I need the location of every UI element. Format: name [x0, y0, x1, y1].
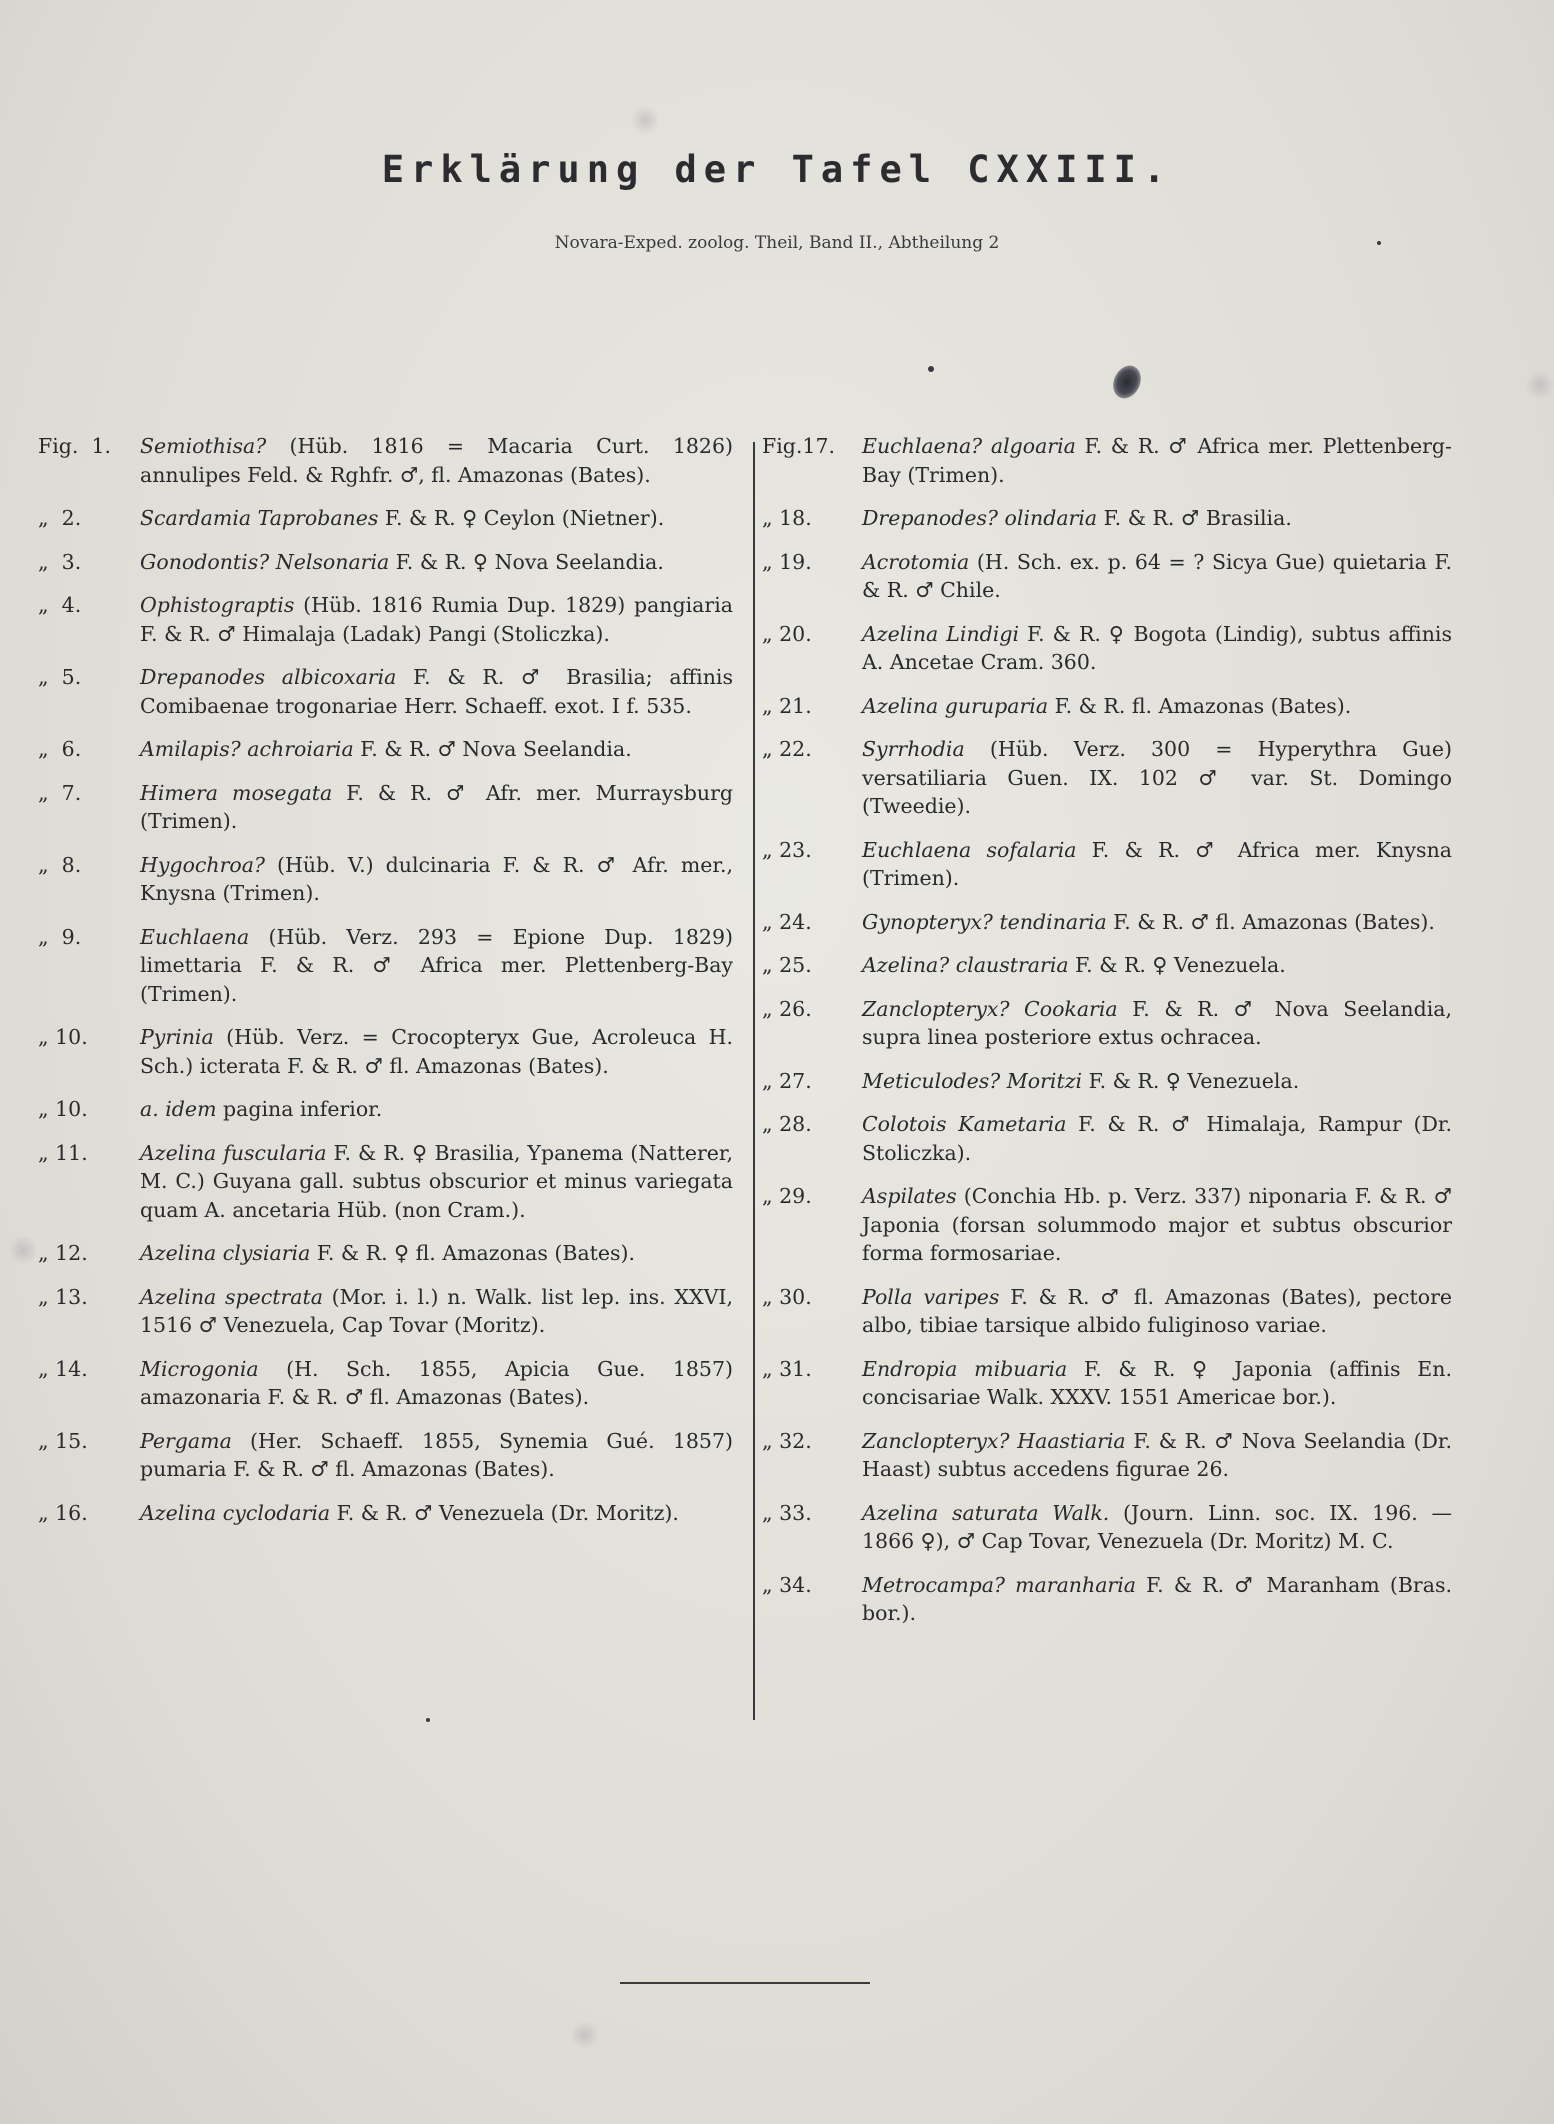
figure-description	[140, 1355, 733, 1412]
species-name: Meticulodes? Moritzi	[862, 1068, 1083, 1093]
figure-description	[140, 591, 733, 648]
species-name: Zanclopteryx? Haastiaria	[862, 1428, 1126, 1453]
figure-entry	[38, 432, 733, 489]
species-details: F. & R. ♂ Africa mer. Plettenberg-Bay (Trimen).	[862, 434, 1452, 487]
species-name: Azelina saturata Walk.	[862, 1500, 1110, 1525]
species-details: F. & R. ♂ fl. Amazonas (Bates), pectore albo, tibiae tarsique albido fuliginoso variae.	[862, 1284, 1452, 1337]
figure-entry	[38, 779, 733, 836]
figure-description	[862, 1571, 1452, 1628]
figure-description	[140, 663, 733, 720]
figure-description	[862, 1067, 1452, 1096]
species-name: Drepanodes? olindaria	[862, 506, 1098, 530]
figure-number: „ 9.	[38, 924, 82, 949]
figure-description	[862, 1110, 1452, 1167]
figure-number: „ 2.	[38, 506, 82, 530]
species-details: F. & R. ♀ Venezuela.	[1082, 1068, 1300, 1093]
figure-number: „ 21.	[762, 693, 812, 718]
figure-entry	[762, 620, 1452, 677]
figure-number: „ 27.	[762, 1068, 812, 1093]
figure-entry	[762, 1499, 1452, 1556]
left-column	[38, 432, 733, 1542]
species-details: F. & R. ♂ Himalaja, Rampur (Dr. Stoliczka).	[862, 1112, 1452, 1165]
figure-description	[140, 504, 733, 533]
figure-entry	[38, 1023, 733, 1080]
figure-description	[862, 1283, 1452, 1340]
paper-stain	[1525, 370, 1554, 400]
figure-entry	[762, 548, 1452, 605]
species-name: Microgonia	[140, 1356, 259, 1381]
figure-entry	[38, 1355, 733, 1412]
figure-entry	[38, 591, 733, 648]
figure-number: „ 30.	[762, 1284, 812, 1309]
species-name: Amilapis? achroiaria	[140, 737, 354, 761]
figure-description	[862, 1182, 1452, 1268]
speck	[426, 1718, 430, 1722]
figure-number: „ 34.	[762, 1572, 812, 1597]
species-name: Colotois Kametaria	[862, 1112, 1067, 1136]
species-details: (Her. Schaeff. 1855, Synemia Gué. 1857) pumaria F. & R. ♂ fl. Amazonas (Bates).	[140, 1428, 733, 1481]
species-name: Ophistograptis	[140, 593, 295, 617]
figure-description	[140, 1095, 733, 1124]
paper-stain	[570, 2020, 600, 2050]
figure-number: „ 25.	[762, 953, 812, 977]
figure-description	[862, 620, 1452, 677]
species-name: Azelina Lindigi	[862, 621, 1020, 646]
figure-number: „ 4.	[38, 593, 82, 617]
figure-entry	[38, 1283, 733, 1340]
figure-entry	[762, 692, 1452, 721]
figure-description	[140, 1427, 733, 1484]
figure-number: „ 5.	[38, 665, 82, 689]
figure-entry	[762, 1427, 1452, 1484]
species-details: (Hüb. Verz. 300 = Hyperythra Gue) versatiliaria Guen. IX. 102 ♂ var. St. Domingo (Tweedie).	[862, 737, 1452, 818]
figure-number: „ 19.	[762, 549, 812, 574]
figure-description	[140, 923, 733, 1009]
species-name: Syrrhodia	[862, 737, 965, 761]
figure-number: „ 28.	[762, 1112, 812, 1136]
species-details: F. & R. ♂ Venezuela (Dr. Moritz).	[330, 1500, 679, 1525]
species-name: Acrotomia	[862, 549, 970, 574]
paper-stain	[630, 105, 660, 135]
species-name: Polla varipes	[862, 1284, 1000, 1309]
figure-entry	[38, 851, 733, 908]
species-details: F. & R. ♀ Ceylon (Nietner).	[378, 506, 665, 530]
figure-description	[862, 504, 1452, 533]
figure-number: „ 16.	[38, 1500, 88, 1525]
species-details: F. & R. ♂ Nova Seelandia (Dr. Haast) subtus accedens figurae 26.	[862, 1428, 1452, 1481]
species-name: a. idem	[140, 1097, 217, 1121]
figure-description	[862, 548, 1452, 605]
figure-description	[140, 432, 733, 489]
species-details: (Journ. Linn. soc. IX. 196. — 1866 ♀), ♂ Cap Tovar, Venezuela (Dr. Moritz) M. C.	[862, 1500, 1452, 1553]
figure-number: „ 22.	[762, 737, 812, 761]
species-name: Aspilates	[862, 1184, 957, 1208]
ink-smudge	[1108, 361, 1146, 403]
species-details: F. & R. ♂ Nova Seelandia.	[353, 737, 632, 761]
species-name: Drepanodes albicoxaria	[140, 665, 397, 689]
column-divider	[753, 442, 755, 1720]
species-details: pagina inferior.	[216, 1097, 383, 1121]
figure-number: „ 14.	[38, 1356, 88, 1381]
figure-entry	[38, 504, 733, 533]
figure-number: „ 11.	[38, 1140, 88, 1165]
species-details: F. & R. ♂ Brasilia; affinis Comibaenae trogonariae Herr. Schaeff. exot. I f. 535.	[140, 665, 733, 718]
figure-description	[140, 1023, 733, 1080]
species-name: Hygochroa?	[140, 852, 265, 877]
figure-entry	[762, 1283, 1452, 1340]
figure-entry	[762, 995, 1452, 1052]
species-details: F. & R. ♂ Nova Seelandia, supra linea posteriore extus ochracea.	[862, 996, 1452, 1049]
figure-number: „ 24.	[762, 909, 812, 934]
figure-number: „ 29.	[762, 1184, 812, 1208]
species-name: Himera mosegata	[140, 780, 333, 805]
right-column	[762, 432, 1452, 1643]
figure-description	[140, 851, 733, 908]
figure-number: „ 10.	[38, 1097, 88, 1121]
figure-entry	[38, 1499, 733, 1528]
figure-number: „ 10.	[38, 1025, 88, 1049]
figure-description	[862, 908, 1452, 937]
figure-description	[862, 735, 1452, 821]
species-name: Azelina cyclodaria	[140, 1500, 331, 1525]
figure-description	[140, 1283, 733, 1340]
species-name: Scardamia Taprobanes	[140, 506, 379, 530]
figure-description	[140, 1239, 733, 1268]
figure-number: „ 31.	[762, 1356, 812, 1381]
species-name: Azelina spectrata	[140, 1284, 323, 1309]
speck	[928, 366, 934, 372]
figure-entry	[762, 504, 1452, 533]
figure-number: „ 3.	[38, 549, 82, 574]
figure-description	[862, 836, 1452, 893]
figure-number: „ 20.	[762, 621, 812, 646]
species-details: F. & R. ♀ Japonia (affinis En. concisariae Walk. XXXV. 1551 Americae bor.).	[862, 1356, 1452, 1409]
figure-entry	[38, 663, 733, 720]
figure-entry	[762, 1067, 1452, 1096]
paper-stain	[8, 1235, 38, 1265]
figure-entry	[38, 548, 733, 577]
figure-entry	[762, 836, 1452, 893]
figure-description	[862, 692, 1452, 721]
species-name: Endropia mibuaria	[862, 1356, 1068, 1381]
figure-entry	[38, 923, 733, 1009]
figure-entry	[762, 1110, 1452, 1167]
species-name: Pyrinia	[140, 1025, 214, 1049]
species-details: (Hüb. Verz. 293 = Epione Dup. 1829) limettaria F. & R. ♂ Africa mer. Plettenberg-Bay (Trimen).	[140, 924, 733, 1006]
figure-number: Fig.17.	[762, 434, 836, 458]
figure-entry	[762, 1355, 1452, 1412]
species-name: Azelina? claustraria	[862, 953, 1069, 977]
figure-description	[140, 779, 733, 836]
figure-description	[862, 1427, 1452, 1484]
species-details: (Conchia Hb. p. Verz. 337) niponaria F. & R. ♂ Japonia (forsan solummodo major et subtus obscurior forma formosariae.	[862, 1184, 1452, 1265]
figure-description	[862, 1355, 1452, 1412]
figure-entry	[762, 908, 1452, 937]
species-name: Euchlaena sofalaria	[862, 837, 1077, 862]
species-details: F. & R. ♀ Nova Seelandia.	[389, 549, 664, 574]
bottom-rule	[620, 1982, 870, 1984]
figure-number: „ 26.	[762, 996, 812, 1021]
figure-entry	[38, 1427, 733, 1484]
species-details: F. & R. ♀ Venezuela.	[1068, 953, 1286, 977]
species-details: F. & R. ♀ Bogota (Lindig), subtus affinis A. Ancetae Cram. 360.	[862, 621, 1452, 674]
species-name: Pergama	[140, 1428, 232, 1453]
figure-number: „ 33.	[762, 1500, 812, 1525]
species-details: F. & R. ♂ Afr. mer. Murraysburg (Trimen).	[140, 780, 734, 833]
figure-number: „ 15.	[38, 1428, 88, 1453]
species-details: F. & R. ♂ Brasilia.	[1097, 506, 1292, 530]
figure-number: Fig. 1.	[38, 434, 112, 458]
species-details: F. & R. ♂ Maranham (Bras. bor.).	[862, 1572, 1452, 1625]
speck	[1377, 241, 1381, 245]
figure-number: „ 23.	[762, 837, 812, 862]
species-details: F. & R. ♂ Africa mer. Knysna (Trimen).	[862, 837, 1452, 890]
figure-number: „ 6.	[38, 737, 82, 761]
page-title: Erklärung der Tafel CXXIII.	[381, 148, 1173, 191]
species-details: F. & R. ♀ Brasilia, Ypanema (Natterer, M. C.) Guyana gall. subtus obscurior et minus variegata quam A. ancetaria Hüb. (non Cram.).	[140, 1140, 733, 1222]
figure-description	[140, 548, 733, 577]
figure-entry	[38, 1139, 733, 1225]
species-details: (Hüb. Verz. = Crocopteryx Gue, Acroleuca H. Sch.) icterata F. & R. ♂ fl. Amazonas (Bates).	[140, 1025, 733, 1078]
figure-number: „ 8.	[38, 852, 82, 877]
species-details: (Hüb. V.) dulcinaria F. & R. ♂ Afr. mer., Knysna (Trimen).	[140, 852, 733, 905]
page-subtitle: Novara-Exped. zoolog. Theil, Band II., Abtheilung 2	[554, 233, 1000, 253]
figure-entry	[762, 432, 1452, 489]
species-name: Semiothisa?	[140, 434, 267, 458]
figure-entry	[762, 1571, 1452, 1628]
figure-number: „ 18.	[762, 506, 812, 530]
figure-description	[862, 951, 1452, 980]
figure-description	[140, 735, 733, 764]
species-details: (H. Sch. 1855, Apicia Gue. 1857) amazonaria F. & R. ♂ fl. Amazonas (Bates).	[140, 1356, 733, 1409]
species-details: (Hüb. 1816 = Macaria Curt. 1826) annulipes Feld. & Rghfr. ♂, fl. Amazonas (Bates).	[140, 434, 733, 487]
figure-entry	[762, 735, 1452, 821]
species-name: Euchlaena	[140, 924, 250, 949]
figure-entry	[762, 1182, 1452, 1268]
species-name: Azelina guruparia	[862, 693, 1049, 718]
figure-number: „ 12.	[38, 1241, 88, 1265]
species-details: F. & R. fl. Amazonas (Bates).	[1048, 693, 1352, 718]
species-name: Azelina fuscularia	[140, 1140, 327, 1165]
species-name: Metrocampa? maranharia	[862, 1572, 1137, 1597]
figure-description	[140, 1139, 733, 1225]
figure-entry	[38, 1095, 733, 1124]
species-name: Zanclopteryx? Cookaria	[862, 996, 1118, 1021]
species-details: (Hüb. 1816 Rumia Dup. 1829) pangiaria F. & R. ♂ Himalaja (Ladak) Pangi (Stoliczka).	[140, 593, 733, 646]
figure-number: „ 7.	[38, 780, 82, 805]
figure-entry	[762, 951, 1452, 980]
species-name: Azelina clysiaria	[140, 1241, 311, 1265]
figure-description	[862, 995, 1452, 1052]
figure-number: „ 13.	[38, 1284, 88, 1309]
species-details: F. & R. ♀ fl. Amazonas (Bates).	[310, 1241, 636, 1265]
figure-entry	[38, 1239, 733, 1268]
figure-number: „ 32.	[762, 1428, 812, 1453]
figure-description	[862, 432, 1452, 489]
species-name: Gynopteryx? tendinaria	[862, 909, 1107, 934]
species-name: Gonodontis? Nelsonaria	[140, 549, 390, 574]
species-details: F. & R. ♂ fl. Amazonas (Bates).	[1106, 909, 1435, 934]
figure-description	[140, 1499, 733, 1528]
species-name: Euchlaena? algoaria	[862, 434, 1076, 458]
figure-description	[862, 1499, 1452, 1556]
figure-entry	[38, 735, 733, 764]
species-details: (Mor. i. l.) n. Walk. list lep. ins. XXVI, 1516 ♂ Venezuela, Cap Tovar (Moritz).	[140, 1284, 733, 1337]
species-details: (H. Sch. ex. p. 64 = ? Sicya Gue) quietaria F. & R. ♂ Chile.	[862, 549, 1452, 602]
